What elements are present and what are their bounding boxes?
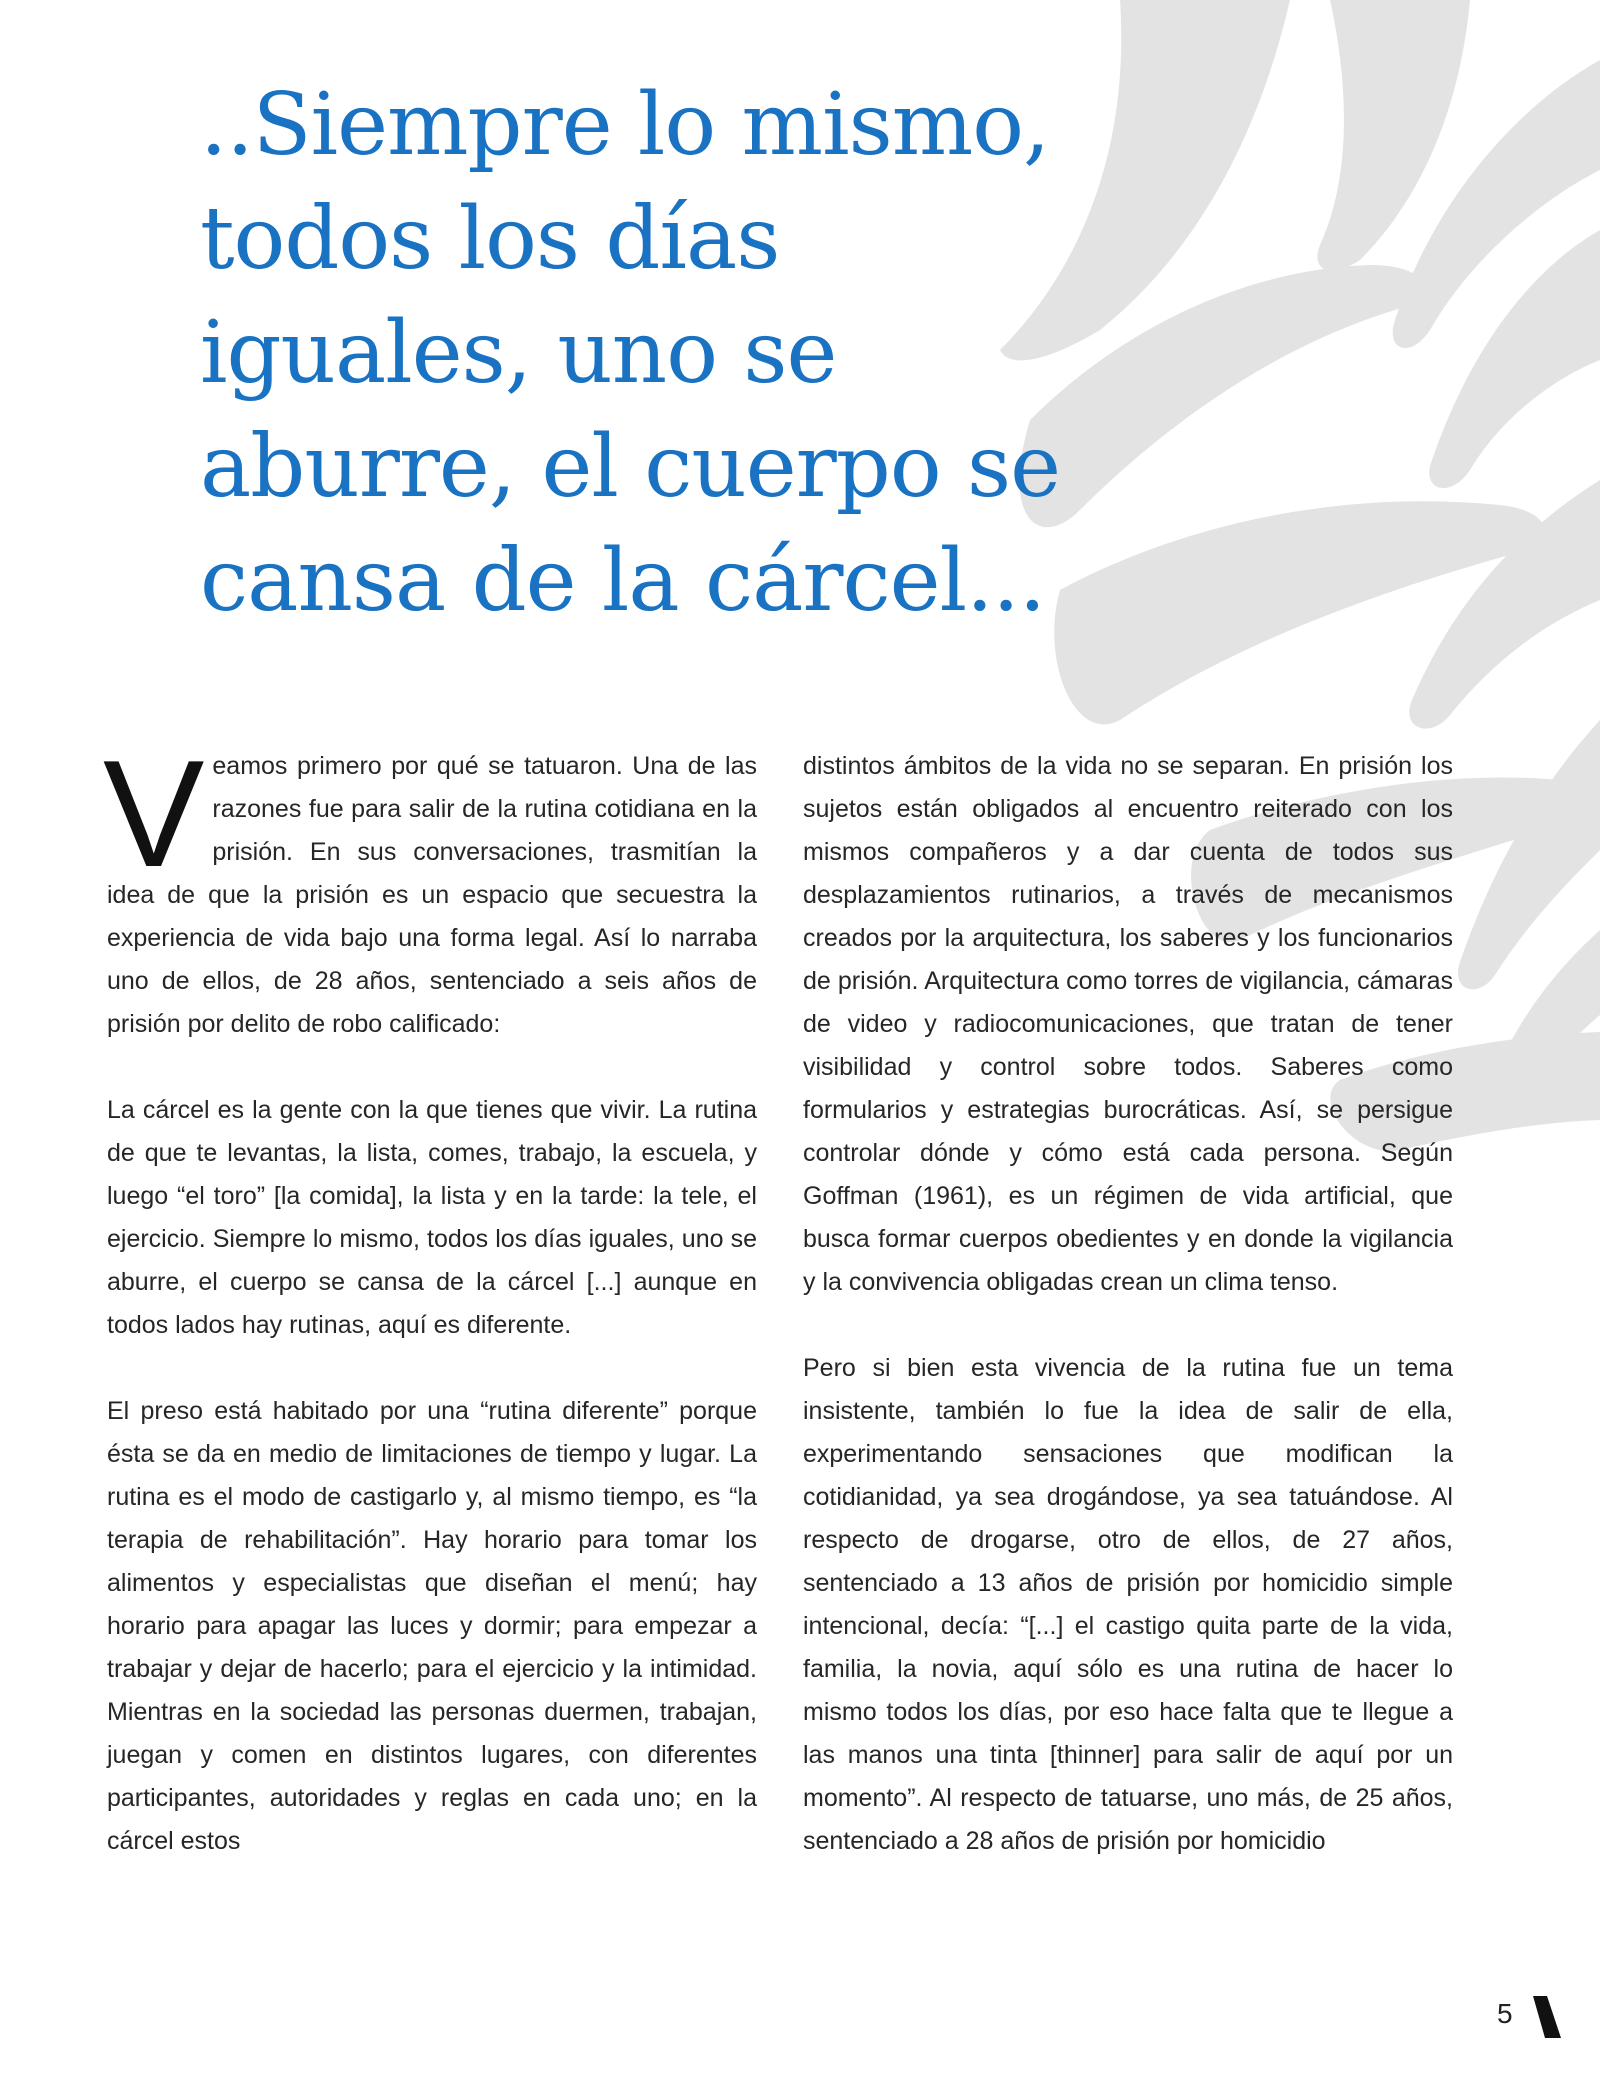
body-paragraph: El preso está habitado por una “rutina diferente” porque ésta se da en medio de limitaciones de tiempo y lugar. La rutina es el modo de castigarlo y, al mismo tiempo, es “la terapia de rehabilitación”. Hay horario para tomar los alimentos y especialistas que diseñan el menú; hay horario para apagar las luces y dormir; para empezar a trabajar y dejar de hacerlo; para el ejercicio y la intimidad. Mientras en la sociedad las personas duermen, trabajan, juegan y comen en distintos lugares, con diferentes participantes, autoridades y reglas en cada uno; en la cárcel estos: [107, 1397, 757, 1855]
page-marker-icon: [1531, 1996, 1561, 2038]
body-paragraph: distintos ámbitos de la vida no se separan. En prisión los sujetos están obligados al encuentro reiterado con los mismos compañeros y a dar cuenta de todos sus desplazamientos rutinarios, a través de mecanismos creados por la arquitectura, los saberes y los funcionarios de prisión. Arquitectura como torres de vigilancia, cámaras de video y radiocomunicaciones, que tratan de tener visibilidad y control sobre todos. Saberes como formularios y estrategias burocráticas. Así, se persigue controlar dónde y cómo está cada persona. Según Goffman (1961), es un régimen de vida artificial, que busca formar cuerpos obedientes y en donde la vigilancia y la convivencia obligadas crean un clima tenso.: [803, 752, 1453, 1296]
page-number: 5: [1497, 1998, 1513, 2029]
left-text-column: [103, 729, 757, 1863]
body-paragraph: Pero si bien esta vivencia de la rutina fue un tema insistente, también lo fue la idea de salir de ella, experimentando sensaciones que modifican la cotidianidad, ya sea drogándose, ya sea tatuándose. Al respecto de drogarse, otro de ellos, de 27 años, sentenciado a 13 años de prisión por homicidio simple intencional, decía: “[...] el castigo quita parte de la vida, familia, la novia, aquí sólo es una rutina de hacer lo mismo todos los días, por eso hace falta que te llegue a las manos una tinta [thinner] para salir de aquí por un momento”. Al respecto de tatuarse, uno más, de 25 años, sentenciado a 28 años de prisión por homicidio: [803, 1354, 1453, 1855]
intro-paragraph: [103, 729, 757, 1046]
right-text-column: [803, 745, 1453, 1863]
intro-paragraph-text: eamos primero por qué se tatuaron. Una de las razones fue para salir de la rutina cotidiana en la prisión. En sus conversaciones, trasmitían la idea de que la prisión es un espacio que secuestra la experiencia de vida bajo una forma legal. Así lo narraba uno de ellos, de 28 años, sentenciado a seis años de prisión por delito de robo calificado:: [107, 752, 757, 1038]
testimony-paragraph: La cárcel es la gente con la que tienes que vivir. La rutina de que te levantas, la lista, comes, trabajo, la escuela, y luego “el toro” [la comida], la lista y en la tarde: la tele, el ejercicio. Siempre lo mismo, todos los días iguales, uno se aburre, el cuerpo se cansa de la cárcel [...] aunque en todos lados hay rutinas, aquí es diferente.: [107, 1096, 757, 1339]
drop-cap: V: [103, 729, 205, 899]
page-title: ..Siempre lo mismo, todos los días iguales, uno se aburre, el cuerpo se cansa de la cárcel...: [200, 75, 1060, 631]
